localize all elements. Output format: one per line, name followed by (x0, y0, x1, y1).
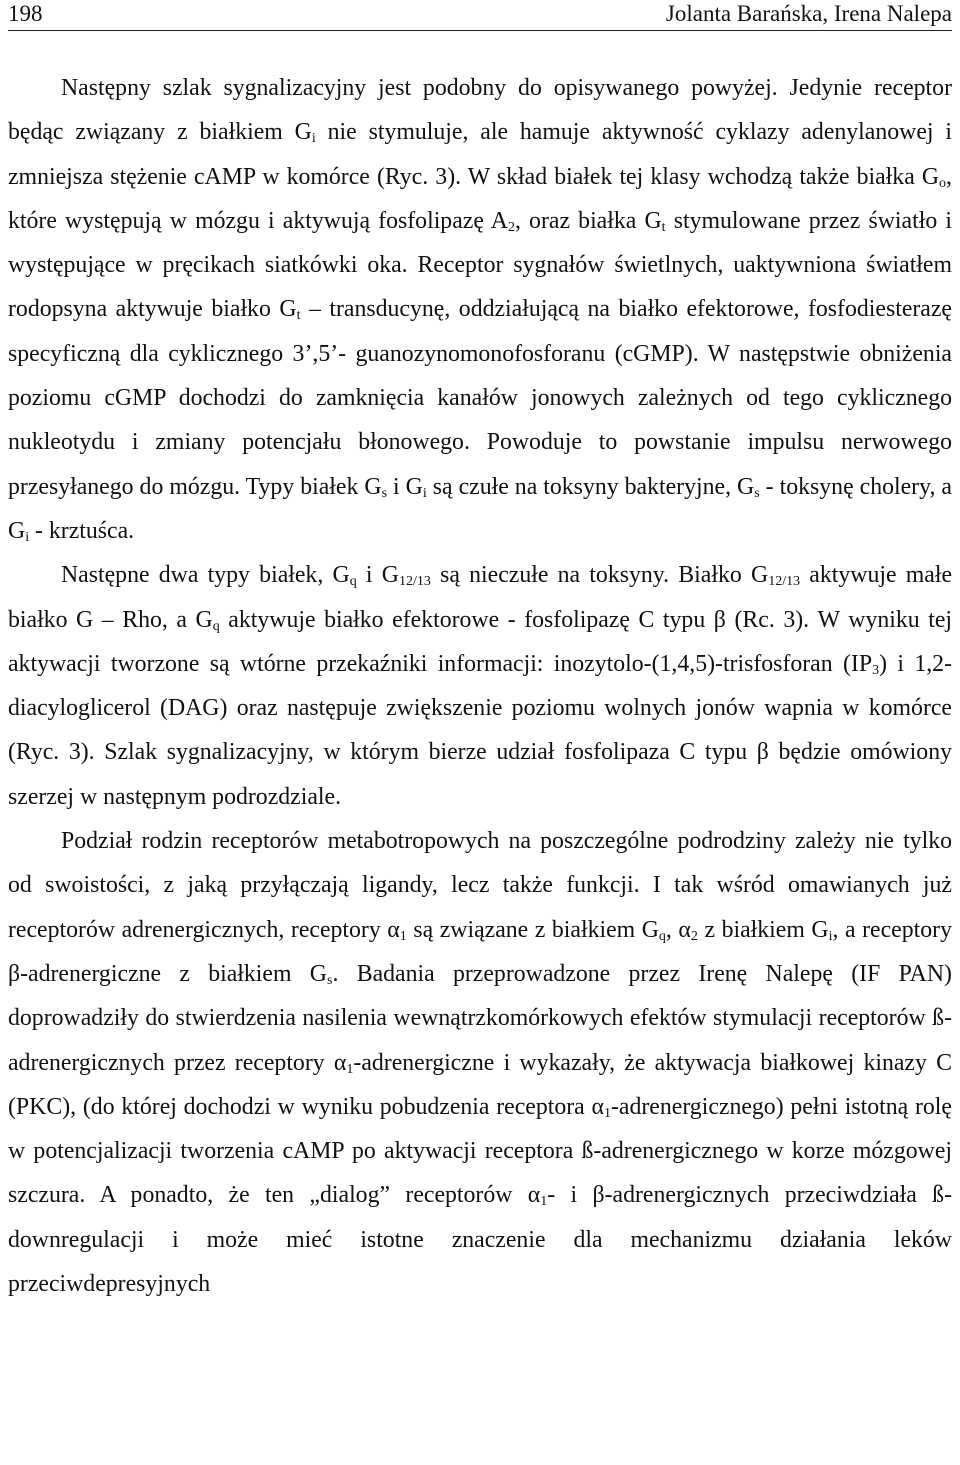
subscript: t (661, 219, 666, 235)
text-run: Podział rodzin receptorów metabotropowych na poszczególne podrodziny zależy nie tylko od swoistości, z jaką przyłączają ligandy, lecz także funkcji. I tak wśród omawianych już receptorów adrenergicznych, receptory α (8, 828, 952, 943)
subscript: 2 (690, 928, 698, 944)
text-run: stymulowane przez światło i występujące w pręcikach siatkówki oka. Receptor sygnałów świetlnych, uaktywniona światłem rodopsyna aktywuje białko G (8, 207, 952, 323)
subscript: q (658, 928, 666, 944)
text-run: są związane z białkiem G (406, 916, 659, 943)
text-run: – transducynę, oddziałującą na białko efektorowe, fosfodiesterazę specyficzną dla cyklicznego 3’,5’- guanozynomonofosforanu (cGMP). W następstwie obniżenia poziomu cGMP dochodzi do zamknięcia kanałów jonowych zależnych od tego cyklicznego nukleotydu i zmiany potencjału błonowego. Powoduje to powstanie impulsu nerwowego przesyłanego do mózgu. Typy białek G (8, 296, 952, 500)
text-run: z białkiem G (697, 916, 829, 943)
page-header (8, 0, 952, 31)
text-run: -adrenergicznego) pełni istotną rolę w potencjalizacji tworzenia cAMP po aktywacji receptora ß-adrenergicznego w korze mózgowej szczura. A ponadto, że ten „dialog” receptorów α (8, 1093, 952, 1209)
subscript: t (296, 308, 301, 324)
body-text (8, 66, 952, 1306)
text-run: . Badania przeprowadzone przez Irenę Nalepę (IF PAN) doprowadziły do stwierdzenia nasilenia wewnątrzkomórkowych efektów stymulacji receptorów ß-adrenergicznych przez receptory α (8, 960, 952, 1076)
page-number: 198 (8, 1, 43, 26)
text-run: Następny szlak sygnalizacyjny jest podobny do opisywanego powyżej. Jedynie receptor będąc związany z białkiem G (8, 75, 952, 146)
paragraph-1 (8, 66, 952, 553)
text-run: - toksynę cholery, a G (8, 473, 952, 544)
running-head-authors: Jolanta Barańska, Irena Nalepa (665, 1, 952, 26)
text-run: i G (387, 473, 423, 500)
subscript: q (212, 618, 220, 634)
text-run: są nieczułe na toksyny. Białko G (430, 562, 769, 589)
text-run: -adrenergiczne i wykazały, że aktywacja białkowej kinazy C (PKC), (do której dochodzi w wyniku pobudzenia receptora α (8, 1049, 953, 1120)
subscript: i (422, 485, 427, 501)
text-run: - krztuśca. (29, 517, 135, 544)
text-run: Następne dwa typy białek, G (61, 562, 350, 589)
subscript: 1 (603, 1105, 611, 1121)
subscript: s (381, 485, 388, 501)
subscript: 1 (346, 1061, 354, 1077)
subscript: 12/13 (398, 574, 431, 590)
subscript: i (25, 530, 30, 546)
subscript: 2 (507, 219, 515, 235)
text-run: , a receptory β-adrenergiczne z białkiem G (8, 916, 952, 987)
text-run: , które występują w mózgu i aktywują fosfolipazę A (8, 163, 952, 234)
text-run: , oraz białka G (514, 207, 662, 234)
subscript: i (828, 928, 833, 944)
text-run: i G (356, 562, 399, 589)
paragraph-2 (8, 553, 952, 819)
text-run: ) i 1,2-diacyloglicerol (DAG) oraz następuje zwiększenie poziomu wolnych jonów wapnia w komórce (Ryc. 3). Szlak sygnalizacyjny, w którym bierze udział fosfolipaza C typu β będzie omówiony szerzej w następnym podrozdziale. (8, 650, 953, 810)
text-run: aktywuje białko efektorowe - fosfolipazę C typu β (Rc. 3). W wyniku tej aktywacji tworzone są wtórne przekaźniki informacji: inozytolo-(1,4,5)-trisfosforan (IP (8, 606, 952, 677)
subscript: s (754, 485, 760, 501)
text-run: są czułe na toksyny bakteryjne, G (426, 473, 755, 500)
paragraph-3 (8, 819, 952, 1306)
subscript: 3 (872, 662, 880, 678)
subscript: 1 (399, 928, 407, 944)
subscript: q (349, 574, 357, 590)
subscript: i (311, 131, 316, 147)
text-run: - i β-adrenergicznych przeciwdziała ß-downregulacji i może mieć istotne znaczenie dla mechanizmu działania leków przeciwdepresyjnych (8, 1182, 952, 1298)
subscript: s (326, 973, 333, 989)
subscript: 12/13 (768, 574, 801, 590)
text-run: , α (665, 916, 691, 943)
text-run: nie stymuluje, ale hamuje aktywność cyklazy adenylanowej i zmniejsza stężenie cAMP w komórce (Ryc. 3). W skład białek tej klasy wchodzą także białka G (8, 119, 953, 190)
subscript: o (939, 175, 947, 191)
subscript: 1 (540, 1194, 548, 1210)
text-run: aktywuje małe białko G – Rho, a G (8, 562, 953, 633)
